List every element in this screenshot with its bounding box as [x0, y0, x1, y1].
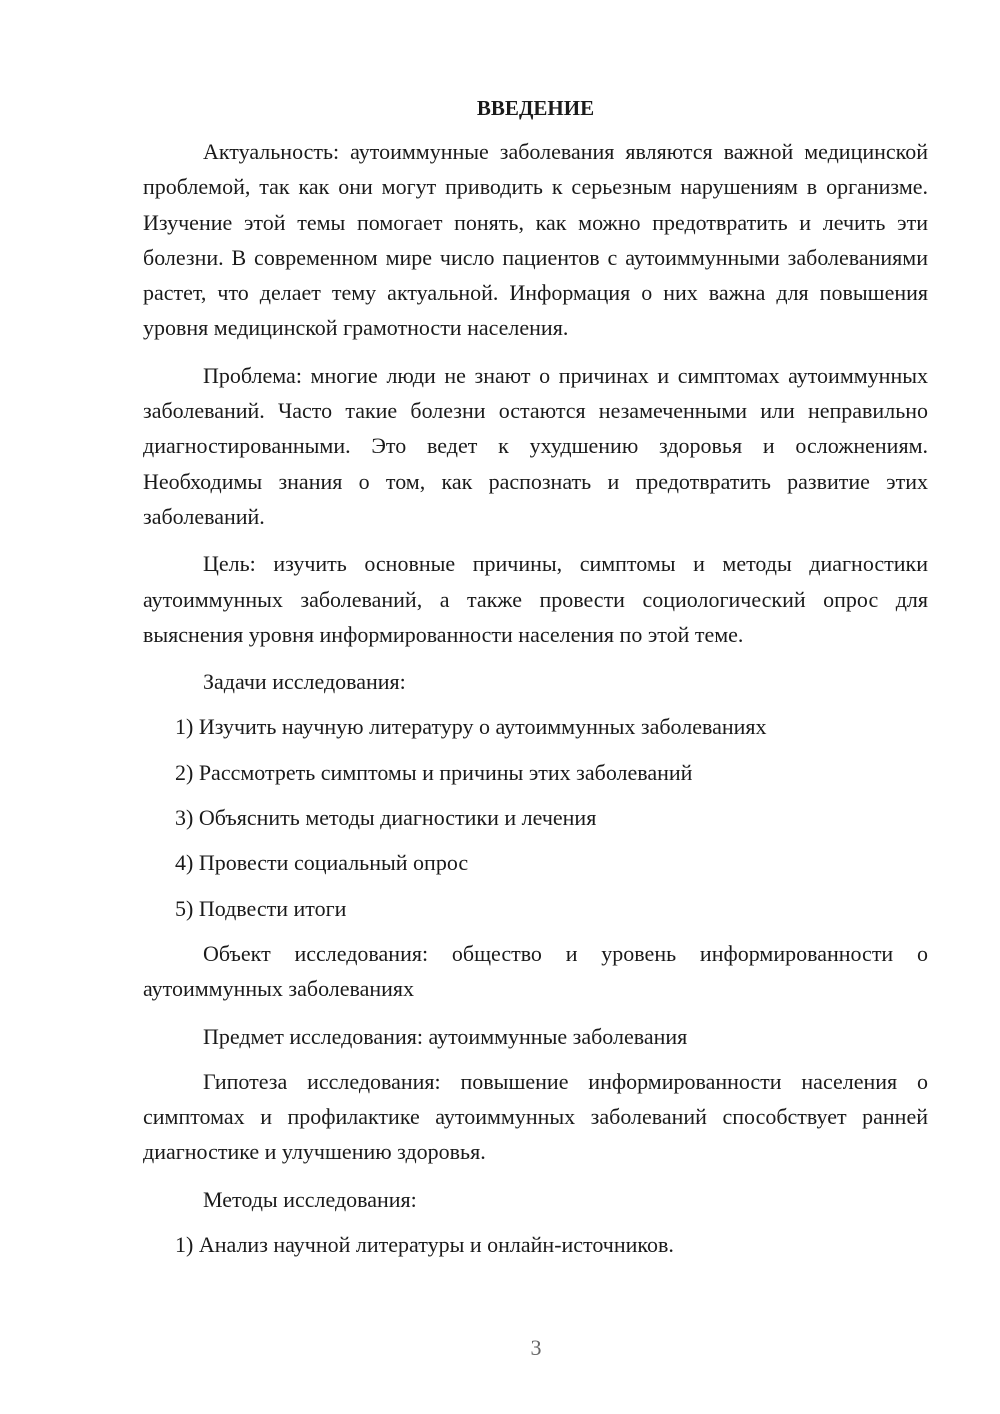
paragraph-relevance: Актуальность: аутоиммунные заболевания являются важной медицинской проблемой, так как они могут приводить к серьезным нарушениям в организме. Изучение этой темы помогает понять, как можно предотвратить и лечить эти болезни. В современном мире число пациентов с аутоиммунными заболеваниями растет, что делает тему актуальной. Информация о них важна для повышения уровня медицинской грамотности населения. [143, 139, 928, 341]
methods-heading: Методы исследования: [203, 1186, 417, 1212]
task-item-3: 3) Объяснить методы диагностики и лечения [175, 805, 597, 831]
method-item-1: 1) Анализ научной литературы и онлайн-источников. [175, 1232, 674, 1258]
section-title: ВВЕДЕНИЕ [476, 96, 595, 120]
task-item-1: 1) Изучить научную литературу о аутоиммунных заболеваниях [175, 714, 767, 740]
paragraph-hypothesis: Гипотеза исследования: повышение информированности населения о симптомах и профилактике аутоиммунных заболеваний способствует ранней диагностике и улучшению здоровья. [143, 1068, 928, 1165]
task-item-5: 5) Подвести итоги [175, 895, 347, 921]
task-item-4: 4) Провести социальный опрос [175, 850, 469, 876]
tasks-heading: Задачи исследования: [203, 669, 406, 695]
paragraph-goal: Цель: изучить основные причины, симптомы и методы диагностики аутоиммунных заболеваний, а также провести социологический опрос для выяснения уровня информированности населения по этой теме. [143, 551, 928, 647]
paragraph-object: Объект исследования: общество и уровень информированности о аутоиммунных заболеваниях [143, 940, 928, 1002]
document-page [143, 90, 928, 1272]
paragraph-subject: Предмет исследования: аутоиммунные заболевания [203, 1023, 688, 1049]
page-number: 3 [530, 1335, 542, 1360]
paragraph-problem: Проблема: многие люди не знают о причинах и симптомах аутоиммунных заболеваний. Часто такие болезни остаются незамеченными или неправильно диагностированными. Это ведет к ухудшению здоровья и осложнениям. Необходимы знания о том, как распознать и предотвратить развитие этих заболеваний. [143, 362, 928, 529]
task-item-2: 2) Рассмотреть симптомы и причины этих заболеваний [175, 759, 693, 785]
